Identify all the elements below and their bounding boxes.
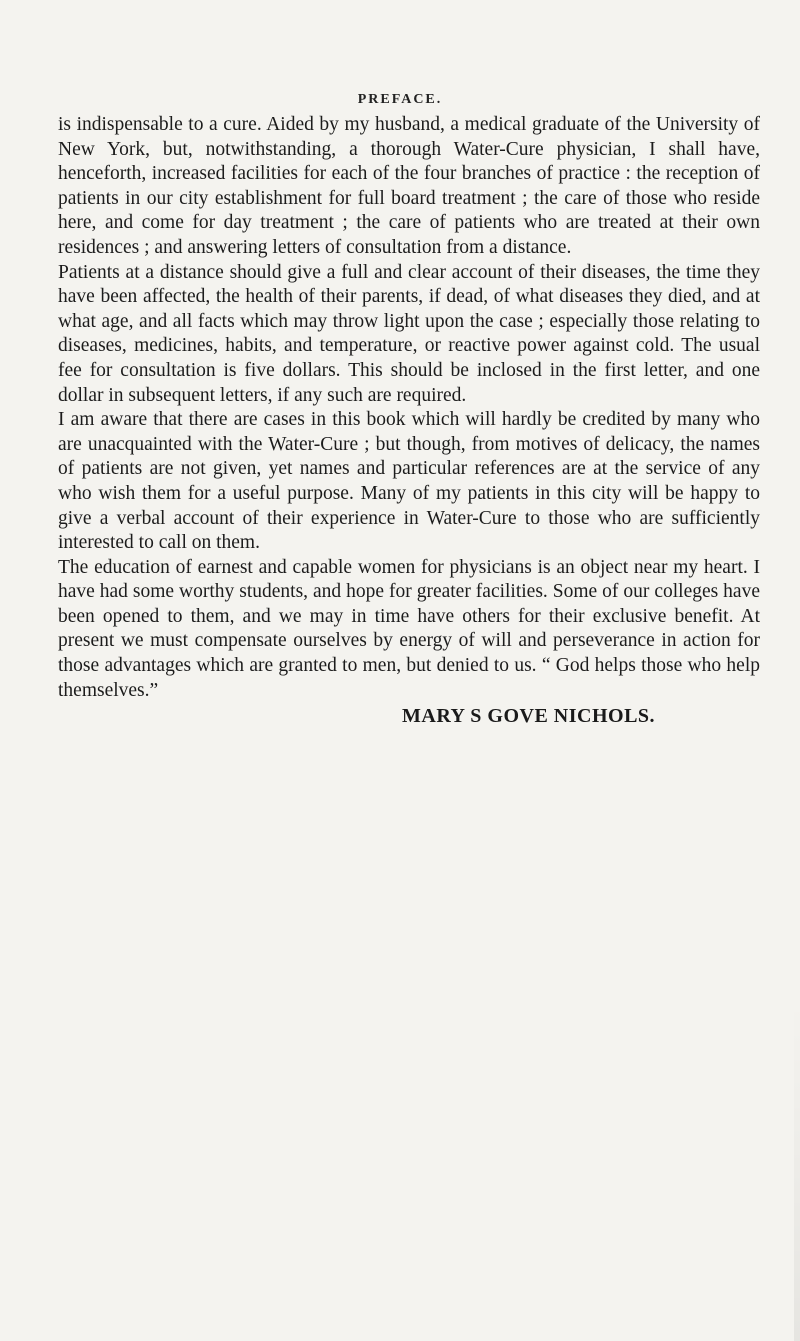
running-head: PREFACE. [357, 92, 443, 107]
paragraph-2: Patients at a distance should give a full and clear account of their diseases, the time they have been affected, the health of their parents, if dead, of what diseases they died, and at what age, and all facts which may throw light upon the case ; especially those relating to diseases, medicines, habits, and temperature, or reactive power against cold. The usual fee for consultation is five dollars. This should be inclosed in the first letter, and one dollar in subsequent letters, if any such are required. [58, 261, 760, 406]
paragraph-1: is indispensable to a cure. Aided by my husband, a medical graduate of the University of New York, but, notwithstanding, a thorough Water-Cure physician, I shall have, henceforth, increased facilities for each of the four branches of practice : the reception of patients in our city establishment for full board treatment ; the care of those who reside here, and come for day treatment ; the care of patients who are treated at their own residences ; and answering letters of consultation from a distance. [58, 114, 760, 258]
body-text [58, 113, 760, 703]
page-edge-shadow [794, 1000, 800, 1341]
author-signature: MARY S GOVE NICHOLS. [402, 705, 656, 727]
paragraph-3: I am aware that there are cases in this book which will hardly be credited by many who are unacquainted with the Water-Cure ; but though, from motives of delicacy, the names of patients are not given, yet names and particular references are at the service of any who wish them for a useful purpose. Many of my patients in this city will be happy to give a verbal account of their experience in Water-Cure to those who are sufficiently interested to call on them. [58, 409, 760, 554]
paragraph-4: The education of earnest and capable women for physicians is an object near my heart. I have had some worthy students, and hope for greater facilities. Some of our colleges have been opened to them, and we may in time have others for their exclusive benefit. At present we must compensate ourselves by energy of will and perseverance in action for those advantages which are granted to men, but denied to us. “ God helps those who help themselves.” [58, 556, 760, 701]
